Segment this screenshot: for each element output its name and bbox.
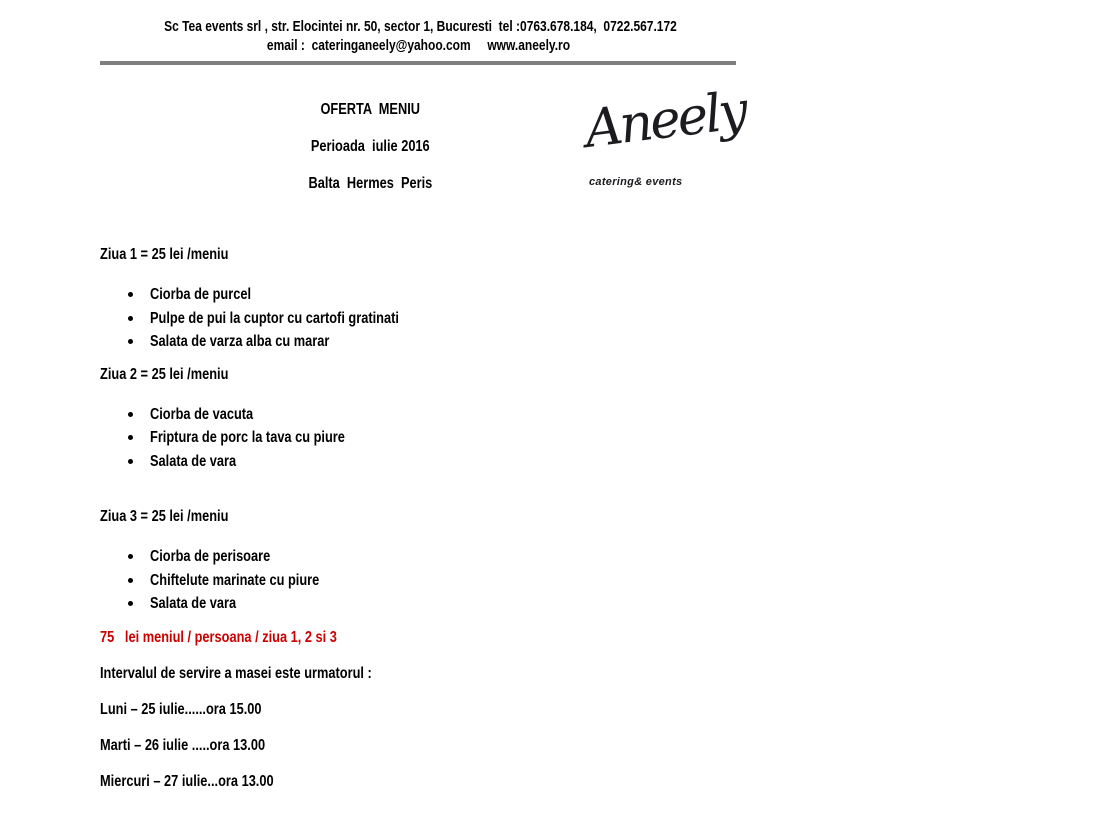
menu-section-heading: Ziua 1 = 25 lei /meniu	[100, 246, 229, 263]
menu-item	[100, 592, 820, 616]
bullet-icon	[128, 435, 133, 440]
bullet-icon	[128, 412, 133, 417]
bullet-icon	[128, 554, 133, 559]
menu-item-label: Salata de vara	[150, 452, 237, 470]
bullet-icon	[128, 292, 133, 297]
bullet-icon	[128, 339, 133, 344]
schedule-line-monday: Luni – 25 iulie......ora 15.00	[100, 700, 262, 718]
menu-item	[100, 450, 820, 474]
menu-section-day2	[100, 366, 820, 474]
schedule-line-tuesday: Marti – 26 iulie .....ora 13.00	[100, 736, 266, 754]
letterhead-address-line	[100, 17, 736, 36]
bullet-icon	[128, 316, 133, 321]
menu-section-day3	[100, 508, 820, 616]
doc-title: OFERTA MENIU	[320, 101, 420, 118]
title-block	[100, 101, 640, 212]
header-divider	[100, 61, 736, 65]
menu-item-label: Salata de vara	[150, 595, 237, 612]
aneely-logo	[581, 80, 753, 207]
menu-list	[100, 545, 820, 616]
menu-item-label: Ciorba de vacuta	[150, 405, 254, 423]
menu-item	[100, 403, 820, 427]
bullet-icon	[128, 459, 133, 464]
letterhead-contact-line	[100, 36, 736, 55]
letterhead-address-text: Sc Tea events srl , str. Elocintei nr. 50, sector 1, Bucuresti tel :0763.678.184, 0722.567.172	[164, 18, 677, 35]
menu-item-label: Ciorba de purcel	[150, 286, 251, 303]
logo-tagline: catering& events	[589, 176, 683, 188]
menu-item	[100, 545, 820, 569]
menu-section-heading: Ziua 2 = 25 lei /meniu	[100, 365, 229, 383]
doc-location: Balta Hermes Peris	[308, 175, 432, 192]
logo-script-text: Aneely	[581, 80, 749, 160]
menu-list	[100, 283, 820, 354]
menu-item-label: Salata de varza alba cu marar	[150, 333, 330, 350]
menu-item	[100, 426, 820, 450]
menu-item	[100, 307, 820, 331]
menu-item-label: Chiftelute marinate cu piure	[150, 571, 320, 589]
letterhead	[100, 17, 736, 55]
menu-item-label: Friptura de porc la tava cu piure	[150, 429, 345, 446]
schedule-line-wednesday: Miercuri – 27 iulie...ora 13.00	[100, 772, 274, 790]
total-price-line: 75 lei meniul / persoana / ziua 1, 2 si 3	[100, 628, 337, 646]
letterhead-contact-text: email : cateringaneely@yahoo.com www.aneely.ro	[266, 37, 570, 54]
menu-body	[100, 246, 820, 790]
menu-list	[100, 403, 820, 474]
menu-item	[100, 569, 820, 593]
doc-period: Perioada iulie 2016	[310, 138, 430, 155]
bullet-icon	[128, 601, 133, 606]
menu-item-label: Pulpe de pui la cuptor cu cartofi gratinati	[150, 309, 399, 327]
menu-item	[100, 283, 820, 307]
serving-interval-intro: Intervalul de servire a masei este urmatorul :	[100, 664, 372, 682]
menu-section-heading: Ziua 3 = 25 lei /meniu	[100, 508, 229, 525]
bullet-icon	[128, 578, 133, 583]
menu-item-label: Ciorba de perisoare	[150, 548, 271, 565]
menu-section-day1	[100, 246, 820, 354]
menu-item	[100, 330, 820, 354]
